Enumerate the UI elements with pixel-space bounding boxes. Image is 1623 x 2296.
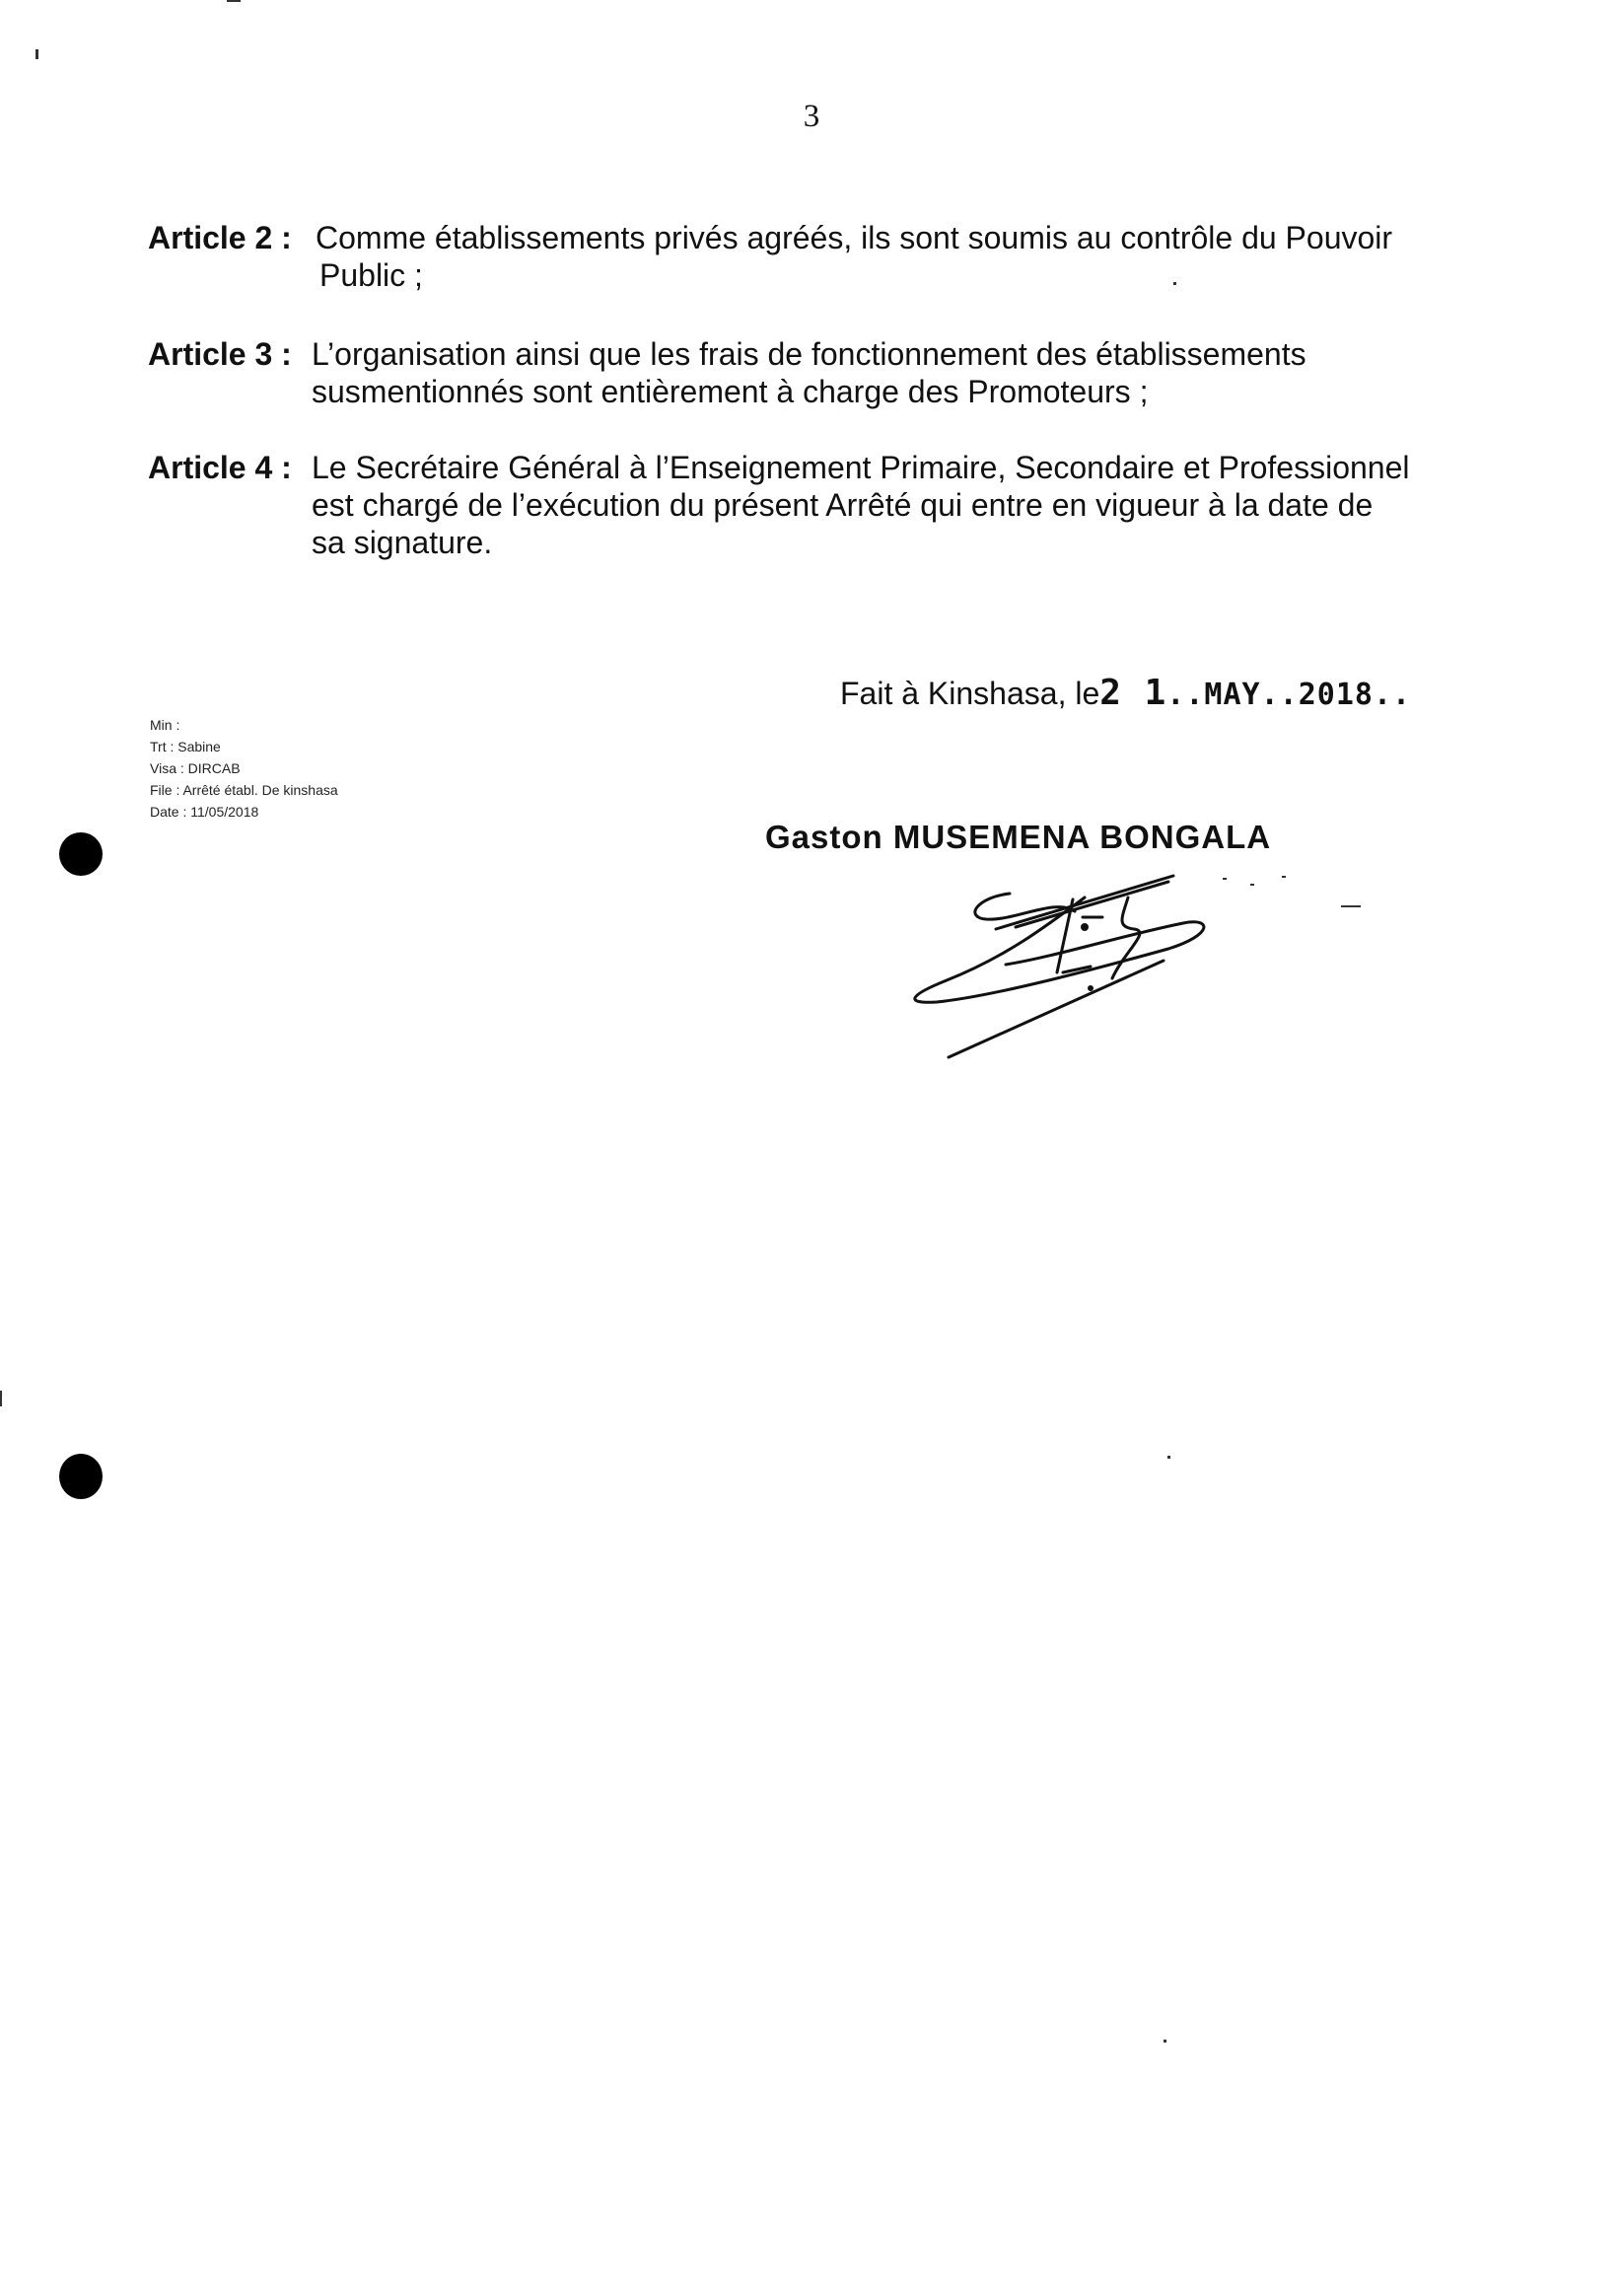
- scan-speck: [35, 49, 38, 59]
- article-2-body: [316, 219, 1623, 294]
- article-4-line: est chargé de l’exécution du présent Arrêté qui entre en vigueur à la date de: [312, 487, 1374, 523]
- date-stamp-day: 2 1: [1099, 673, 1167, 713]
- article-2-line: Comme établissements privés agréés, ils sont soumis au contrôle du Pouvoir: [316, 220, 1393, 255]
- scan-speck: [1341, 905, 1361, 907]
- reference-min: Min :: [150, 717, 180, 733]
- scan-speck: [227, 0, 241, 2]
- place-prefix: Fait à Kinshasa, le: [840, 676, 1100, 711]
- scan-speck: [1167, 1456, 1170, 1459]
- reference-block: [150, 714, 338, 823]
- scan-speck: [1173, 282, 1176, 285]
- article-3-label: Article 3 :: [148, 336, 292, 372]
- article-2-label: Article 2 :: [148, 220, 292, 255]
- article-4-line: Le Secrétaire Général à l’Enseignement Primaire, Secondaire et Professionnel: [312, 450, 1410, 485]
- page-number: 3: [803, 99, 820, 134]
- scan-speck: [1164, 2040, 1166, 2043]
- handwritten-signature: [887, 858, 1242, 1075]
- reference-date: Date : 11/05/2018: [150, 804, 259, 820]
- article-4-body: [312, 449, 1623, 561]
- article-4-label: Article 4 :: [148, 450, 292, 485]
- article-3-line: L’organisation ainsi que les frais de fonctionnement des établissements: [312, 336, 1306, 372]
- punch-hole-bottom: [59, 1454, 103, 1499]
- punch-hole-top: [59, 832, 103, 876]
- article-4-line: sa signature.: [312, 525, 493, 560]
- scan-speck: [0, 1391, 2, 1406]
- article-3-body: [312, 335, 1623, 410]
- scan-speck: [1223, 878, 1227, 880]
- article-3-line: susmentionnés sont entièrement à charge des Promoteurs ;: [312, 374, 1149, 409]
- signatory-name: Gaston MUSEMENA BONGALA: [765, 819, 1272, 855]
- date-stamp-month-year: MAY..2018..: [1204, 678, 1412, 712]
- article-2-line: Public ;: [319, 257, 423, 293]
- reference-visa: Visa : DIRCAB: [150, 760, 241, 776]
- reference-file: File : Arrêté établ. De kinshasa: [150, 782, 338, 798]
- date-stamp-separator: ..: [1166, 678, 1205, 712]
- scan-speck: [1282, 876, 1286, 878]
- reference-trt: Trt : Sabine: [150, 739, 221, 754]
- place-and-date: [840, 673, 1411, 713]
- scan-speck: [1250, 884, 1254, 886]
